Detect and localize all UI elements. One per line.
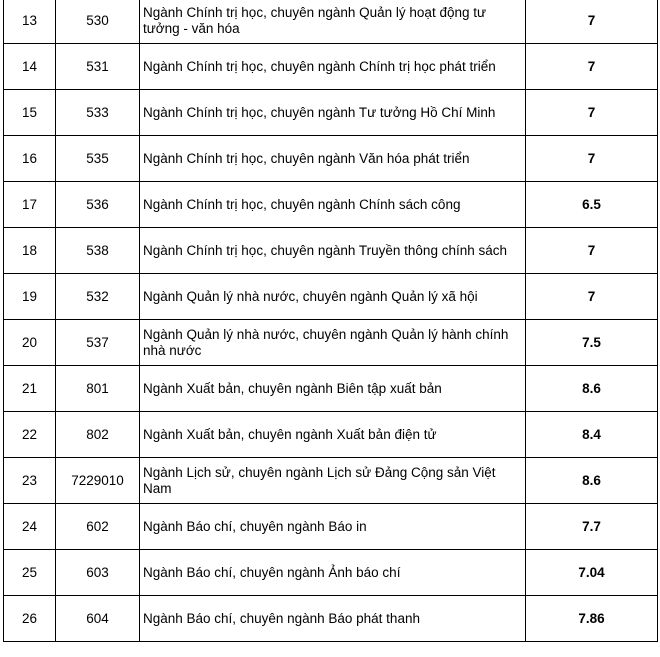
major-code: 602 — [56, 504, 140, 550]
cutoff-score: 8.6 — [526, 458, 658, 504]
major-name: Ngành Báo chí, chuyên ngành Ảnh báo chí — [140, 550, 526, 596]
major-code: 7229010 — [56, 458, 140, 504]
cutoff-score: 7 — [526, 90, 658, 136]
cutoff-score: 7.5 — [526, 320, 658, 366]
table-row — [4, 90, 658, 136]
major-name: Ngành Chính trị học, chuyên ngành Truyền thông chính sách — [140, 228, 526, 274]
major-code: 603 — [56, 550, 140, 596]
major-name: Ngành Lịch sử, chuyên ngành Lịch sử Đảng Cộng sản Việt Nam — [140, 458, 526, 504]
row-index: 18 — [4, 228, 56, 274]
major-name: Ngành Báo chí, chuyên ngành Báo phát thanh — [140, 596, 526, 642]
major-name: Ngành Chính trị học, chuyên ngành Văn hóa phát triển — [140, 136, 526, 182]
major-name: Ngành Chính trị học, chuyên ngành Quản lý hoạt động tư tưởng - văn hóa — [140, 0, 526, 44]
row-index: 20 — [4, 320, 56, 366]
table-row — [4, 458, 658, 504]
major-code: 538 — [56, 228, 140, 274]
major-code: 536 — [56, 182, 140, 228]
major-code: 801 — [56, 366, 140, 412]
row-index: 19 — [4, 274, 56, 320]
table-row — [4, 44, 658, 90]
major-name: Ngành Quản lý nhà nước, chuyên ngành Quản lý hành chính nhà nước — [140, 320, 526, 366]
row-index: 24 — [4, 504, 56, 550]
cutoff-score: 7 — [526, 136, 658, 182]
row-index: 14 — [4, 44, 56, 90]
table-row — [4, 550, 658, 596]
cutoff-score: 7 — [526, 274, 658, 320]
major-code: 535 — [56, 136, 140, 182]
cutoff-score: 7.04 — [526, 550, 658, 596]
cutoff-score: 8.4 — [526, 412, 658, 458]
row-index: 13 — [4, 0, 56, 44]
table-row — [4, 366, 658, 412]
cutoff-score: 7 — [526, 44, 658, 90]
row-index: 15 — [4, 90, 56, 136]
major-name: Ngành Xuất bản, chuyên ngành Biên tập xuất bản — [140, 366, 526, 412]
major-code: 532 — [56, 274, 140, 320]
major-code: 604 — [56, 596, 140, 642]
cutoff-score: 7 — [526, 0, 658, 44]
row-index: 23 — [4, 458, 56, 504]
row-index: 26 — [4, 596, 56, 642]
major-name: Ngành Xuất bản, chuyên ngành Xuất bản điện tử — [140, 412, 526, 458]
major-code: 802 — [56, 412, 140, 458]
major-code: 533 — [56, 90, 140, 136]
admission-score-table — [3, 0, 658, 642]
row-index: 21 — [4, 366, 56, 412]
table-row — [4, 320, 658, 366]
major-name: Ngành Quản lý nhà nước, chuyên ngành Quản lý xã hội — [140, 274, 526, 320]
cutoff-score: 7 — [526, 228, 658, 274]
row-index: 25 — [4, 550, 56, 596]
cutoff-score: 7.7 — [526, 504, 658, 550]
table-row — [4, 136, 658, 182]
cutoff-score: 8.6 — [526, 366, 658, 412]
major-code: 537 — [56, 320, 140, 366]
cutoff-score: 7.86 — [526, 596, 658, 642]
major-name: Ngành Chính trị học, chuyên ngành Chính sách công — [140, 182, 526, 228]
table-row — [4, 182, 658, 228]
table-row — [4, 596, 658, 642]
table-row — [4, 274, 658, 320]
major-name: Ngành Chính trị học, chuyên ngành Chính trị học phát triển — [140, 44, 526, 90]
major-name: Ngành Chính trị học, chuyên ngành Tư tưởng Hồ Chí Minh — [140, 90, 526, 136]
table-row — [4, 0, 658, 44]
table-row — [4, 228, 658, 274]
major-name: Ngành Báo chí, chuyên ngành Báo in — [140, 504, 526, 550]
table-row — [4, 504, 658, 550]
cutoff-score: 6.5 — [526, 182, 658, 228]
row-index: 22 — [4, 412, 56, 458]
row-index: 16 — [4, 136, 56, 182]
row-index: 17 — [4, 182, 56, 228]
table-row — [4, 412, 658, 458]
major-code: 530 — [56, 0, 140, 44]
major-code: 531 — [56, 44, 140, 90]
